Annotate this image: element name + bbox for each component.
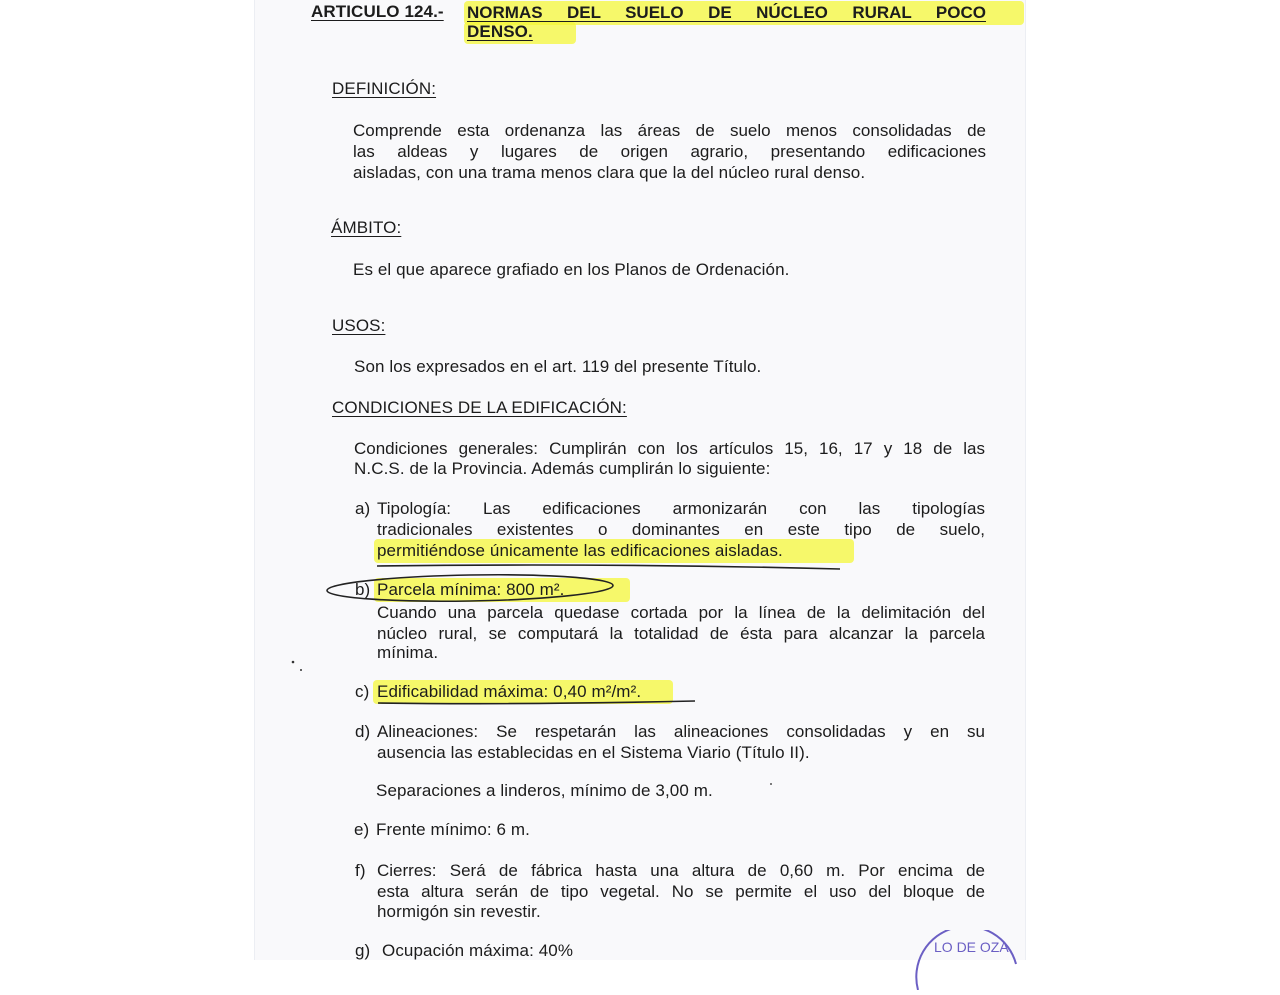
item-d-line-1: Alineaciones: Se respetarán las alineaciones consolidadas y en su xyxy=(377,722,985,741)
article-title-line2: DENSO. xyxy=(467,22,533,41)
item-f-marker: f) xyxy=(355,861,366,880)
item-f-line-1: Cierres: Será de fábrica hasta una altura de 0,60 m. Por encima de xyxy=(377,861,985,880)
definicion-line-2: las aldeas y lugares de origen agrario, presentando edificaciones xyxy=(353,142,986,161)
item-b-line-2: núcleo rural, se computará la totalidad de ésta para alcanzar la parcela xyxy=(377,624,985,643)
item-c-marker: c) xyxy=(355,682,370,701)
item-b-title: Parcela mínima: 800 m². xyxy=(377,580,565,599)
item-c-text: Edificabilidad máxima: 0,40 m²/m². xyxy=(377,682,642,701)
definicion-line-3: aisladas, con una trama menos clara que la del núcleo rural denso. xyxy=(353,163,866,182)
item-a-line-3: permitiéndose únicamente las edificaciones aisladas. xyxy=(377,541,783,560)
definicion-line-1: Comprende esta ordenanza las áreas de suelo menos consolidadas de xyxy=(353,121,986,140)
item-a-line-2: tradicionales existentes o dominantes en este tipo de suelo, xyxy=(377,520,985,539)
item-f-line-2: esta altura serán de tipo vegetal. No se permite el uso del bloque de xyxy=(377,882,985,901)
condiciones-intro-1: Condiciones generales: Cumplirán con los artículos 15, 16, 17 y 18 de las xyxy=(354,439,985,458)
heading-usos: USOS: xyxy=(332,316,386,335)
item-e-marker: e) xyxy=(354,820,370,839)
item-b-marker: b) xyxy=(355,580,371,599)
item-f-line-3: hormigón sin revestir. xyxy=(377,902,541,921)
official-stamp xyxy=(912,930,1022,990)
item-g-text: Ocupación máxima: 40% xyxy=(382,941,574,960)
heading-ambito: ÁMBITO: xyxy=(331,218,402,237)
item-d-extra: Separaciones a linderos, mínimo de 3,00 m. xyxy=(376,781,713,800)
stamp-text: LO DE OZA xyxy=(934,939,1009,955)
item-b-line-3: mínima. xyxy=(377,643,439,662)
item-b-line-1: Cuando una parcela quedase cortada por la línea de la delimitación del xyxy=(377,603,985,622)
item-d-line-2: ausencia las establecidas en el Sistema Viario (Título II). xyxy=(377,743,810,762)
article-number: ARTICULO 124.- xyxy=(311,2,444,21)
condiciones-intro-2: N.C.S. de la Provincia. Además cumplirán lo siguiente: xyxy=(354,459,771,478)
article-title-line1: NORMAS DEL SUELO DE NÚCLEO RURAL POCO xyxy=(467,3,986,22)
item-a-marker: a) xyxy=(355,499,371,518)
item-e-text: Frente mínimo: 6 m. xyxy=(376,820,530,839)
heading-condiciones: CONDICIONES DE LA EDIFICACIÓN: xyxy=(332,398,627,417)
usos-text: Son los expresados en el art. 119 del presente Título. xyxy=(354,357,762,376)
ambito-text: Es el que aparece grafiado en los Planos de Ordenación. xyxy=(353,260,790,279)
item-g-marker: g) xyxy=(355,941,371,960)
item-d-marker: d) xyxy=(355,722,371,741)
item-a-line-1: Tipología: Las edificaciones armonizarán con las tipologías xyxy=(377,499,985,518)
heading-definicion: DEFINICIÓN: xyxy=(332,79,437,98)
